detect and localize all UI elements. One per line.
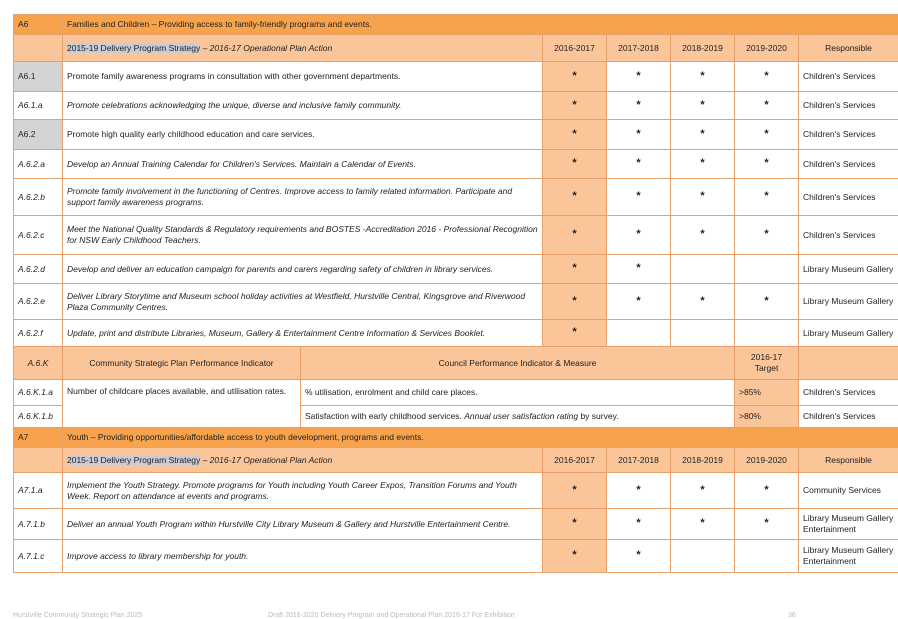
action-text: Improve access to library membership for youth. xyxy=(63,540,543,573)
action-code: A.7.1.b xyxy=(14,509,63,540)
year-header: 2019-2020 xyxy=(735,35,799,62)
section-title: Families and Children – Providing access to family-friendly programs and events. xyxy=(63,15,898,35)
action-code: A.6.2.a xyxy=(14,150,63,179)
year-header: 2016-2017 xyxy=(543,35,607,62)
action-row xyxy=(14,62,898,92)
kpi-header-row xyxy=(14,347,898,380)
year-mark: * xyxy=(735,179,799,216)
action-row xyxy=(14,509,898,540)
year-mark: * xyxy=(543,540,607,573)
year-mark xyxy=(607,320,671,347)
year-header: 2018-2019 xyxy=(671,448,735,473)
responsible-cell: Children's Services xyxy=(799,92,898,120)
kpi-measure: Satisfaction with early childhood services. Annual user satisfaction rating by survey. xyxy=(301,406,735,428)
action-row xyxy=(14,284,898,320)
kpi-row-code: A.6.K.1.a xyxy=(14,380,63,406)
action-code: A.6.2.c xyxy=(14,216,63,255)
year-mark xyxy=(671,540,735,573)
action-text: Deliver an annual Youth Program within Hurstville City Library Museum & Gallery and Hurstville Entertainment Centre. xyxy=(63,509,543,540)
action-row xyxy=(14,120,898,150)
year-mark: * xyxy=(671,150,735,179)
year-mark: * xyxy=(543,255,607,284)
year-mark: * xyxy=(607,92,671,120)
year-mark: * xyxy=(671,120,735,150)
year-mark xyxy=(671,255,735,284)
year-mark: * xyxy=(543,473,607,509)
year-mark: * xyxy=(543,284,607,320)
action-row xyxy=(14,473,898,509)
responsible-cell: Children's Services xyxy=(799,150,898,179)
year-mark: * xyxy=(735,509,799,540)
year-mark: * xyxy=(543,62,607,92)
section-title-row xyxy=(14,428,898,448)
section-code: A6 xyxy=(14,15,63,35)
year-mark: * xyxy=(543,320,607,347)
action-row xyxy=(14,540,898,573)
year-mark xyxy=(671,320,735,347)
year-mark: * xyxy=(735,284,799,320)
action-code: A.6.2.b xyxy=(14,179,63,216)
action-row xyxy=(14,320,898,347)
year-mark xyxy=(735,320,799,347)
action-row xyxy=(14,255,898,284)
action-code: A.6.2.f xyxy=(14,320,63,347)
plan-page xyxy=(13,14,898,573)
year-mark: * xyxy=(607,284,671,320)
year-header: 2017-2018 xyxy=(607,448,671,473)
year-mark: * xyxy=(671,62,735,92)
section-code: A7 xyxy=(14,428,63,448)
kpi-measure: % utilisation, enrolment and child care places. xyxy=(301,380,735,406)
action-text: Develop an Annual Training Calendar for Children's Services. Maintain a Calendar of Events. xyxy=(63,150,543,179)
kpi-target: >85% xyxy=(735,380,799,406)
year-mark: * xyxy=(671,284,735,320)
year-mark: * xyxy=(607,509,671,540)
year-mark: * xyxy=(607,150,671,179)
year-mark: * xyxy=(543,216,607,255)
action-code: A7.1.a xyxy=(14,473,63,509)
year-mark: * xyxy=(735,92,799,120)
kpi-target: >80% xyxy=(735,406,799,428)
year-mark: * xyxy=(735,120,799,150)
responsible-cell: Library Museum Gallery Entertainment xyxy=(799,540,898,573)
year-mark: * xyxy=(543,92,607,120)
responsible-cell: Library Museum Gallery xyxy=(799,255,898,284)
footer-left: Hurstville Community Strategic Plan 2025 xyxy=(13,612,143,619)
action-code: A.6.2.e xyxy=(14,284,63,320)
kpi-code: A.6.K xyxy=(14,347,63,380)
action-row xyxy=(14,92,898,120)
responsible-header: Responsible xyxy=(799,35,898,62)
responsible-cell: Children's Services xyxy=(799,120,898,150)
year-mark: * xyxy=(607,179,671,216)
year-mark: * xyxy=(607,216,671,255)
responsible-cell: Library Museum Gallery Entertainment xyxy=(799,509,898,540)
year-mark: * xyxy=(671,509,735,540)
action-code: A6.1 xyxy=(14,62,63,92)
responsible-header: Responsible xyxy=(799,448,898,473)
kpi-row-code: A.6.K.1.b xyxy=(14,406,63,428)
action-code: A6.1.a xyxy=(14,92,63,120)
year-mark: * xyxy=(671,179,735,216)
plan-table xyxy=(13,14,898,573)
year-mark: * xyxy=(543,150,607,179)
year-mark: * xyxy=(607,255,671,284)
action-text: Update, print and distribute Libraries, Museum, Gallery & Entertainment Centre Information & Services Booklet. xyxy=(63,320,543,347)
responsible-cell: Children's Services xyxy=(799,62,898,92)
year-mark: * xyxy=(543,120,607,150)
responsible-cell: Community Services xyxy=(799,473,898,509)
responsible-cell: Children's Services xyxy=(799,179,898,216)
action-text: Promote high quality early childhood education and care services. xyxy=(63,120,543,150)
responsible-cell: Library Museum Gallery xyxy=(799,284,898,320)
kpi-responsible: Children's Services xyxy=(799,406,898,428)
action-code: A6.2 xyxy=(14,120,63,150)
action-row xyxy=(14,150,898,179)
year-header: 2018-2019 xyxy=(671,35,735,62)
year-mark: * xyxy=(671,473,735,509)
year-mark: * xyxy=(735,473,799,509)
action-code: A.6.2.d xyxy=(14,255,63,284)
column-header-row xyxy=(14,35,898,62)
year-header: 2017-2018 xyxy=(607,35,671,62)
responsible-cell: Children's Services xyxy=(799,216,898,255)
year-mark: * xyxy=(671,216,735,255)
action-text: Promote family awareness programs in consultation with other government departments. xyxy=(63,62,543,92)
year-mark: * xyxy=(543,179,607,216)
year-mark: * xyxy=(735,150,799,179)
year-mark xyxy=(735,255,799,284)
year-mark: * xyxy=(671,92,735,120)
year-mark xyxy=(735,540,799,573)
column-header-row xyxy=(14,448,898,473)
year-header: 2016-2017 xyxy=(543,448,607,473)
action-row xyxy=(14,179,898,216)
kpi-council-header: Council Performance Indicator & Measure xyxy=(301,347,735,380)
action-text: Deliver Library Storytime and Museum school holiday activities at Westfield, Hurstville Central, Kingsgrove and Riverwood Plaza Community Centres. xyxy=(63,284,543,320)
year-mark: * xyxy=(607,62,671,92)
kpi-csp-header: Community Strategic Plan Performance Indicator xyxy=(63,347,301,380)
year-header: 2019-2020 xyxy=(735,448,799,473)
footer-center: Draft 2016-2020 Delivery Program and Operational Plan 2016-17 For Exhibition xyxy=(268,612,515,619)
year-mark: * xyxy=(735,62,799,92)
action-text: Meet the National Quality Standards & Regulatory requirements and BOSTES -Accreditation 2016 - Professional Recognition for NSW Early Childhood Teachers. xyxy=(63,216,543,255)
strategy-header: 2015-19 Delivery Program Strategy – 2016-17 Operational Plan Action xyxy=(63,448,543,473)
action-text: Implement the Youth Strategy. Promote programs for Youth including Youth Career Expos, Transition Forums and Youth Week. Report on attendance at events and programs. xyxy=(63,473,543,509)
section-title-row xyxy=(14,15,898,35)
kpi-responsible: Children's Services xyxy=(799,380,898,406)
section-title: Youth – Providing opportunities/affordable access to youth development, programs and events. xyxy=(63,428,898,448)
year-mark: * xyxy=(607,120,671,150)
year-mark: * xyxy=(607,473,671,509)
responsible-cell: Library Museum Gallery xyxy=(799,320,898,347)
action-code: A.7.1.c xyxy=(14,540,63,573)
year-mark: * xyxy=(543,509,607,540)
kpi-row xyxy=(14,380,898,406)
action-text: Promote family involvement in the functioning of Centres. Improve access to family related information. Participate and support family awareness programs. xyxy=(63,179,543,216)
action-row xyxy=(14,216,898,255)
footer-page-number: 36 xyxy=(788,612,796,619)
action-text: Develop and deliver an education campaign for parents and carers regarding safety of children in library services. xyxy=(63,255,543,284)
strategy-header: 2015-19 Delivery Program Strategy – 2016-17 Operational Plan Action xyxy=(63,35,543,62)
year-mark: * xyxy=(607,540,671,573)
year-mark: * xyxy=(735,216,799,255)
kpi-indicator: Number of childcare places available, and utilisation rates. xyxy=(63,380,301,428)
action-text: Promote celebrations acknowledging the unique, diverse and inclusive family community. xyxy=(63,92,543,120)
kpi-target-header: 2016-17 Target xyxy=(735,347,799,380)
